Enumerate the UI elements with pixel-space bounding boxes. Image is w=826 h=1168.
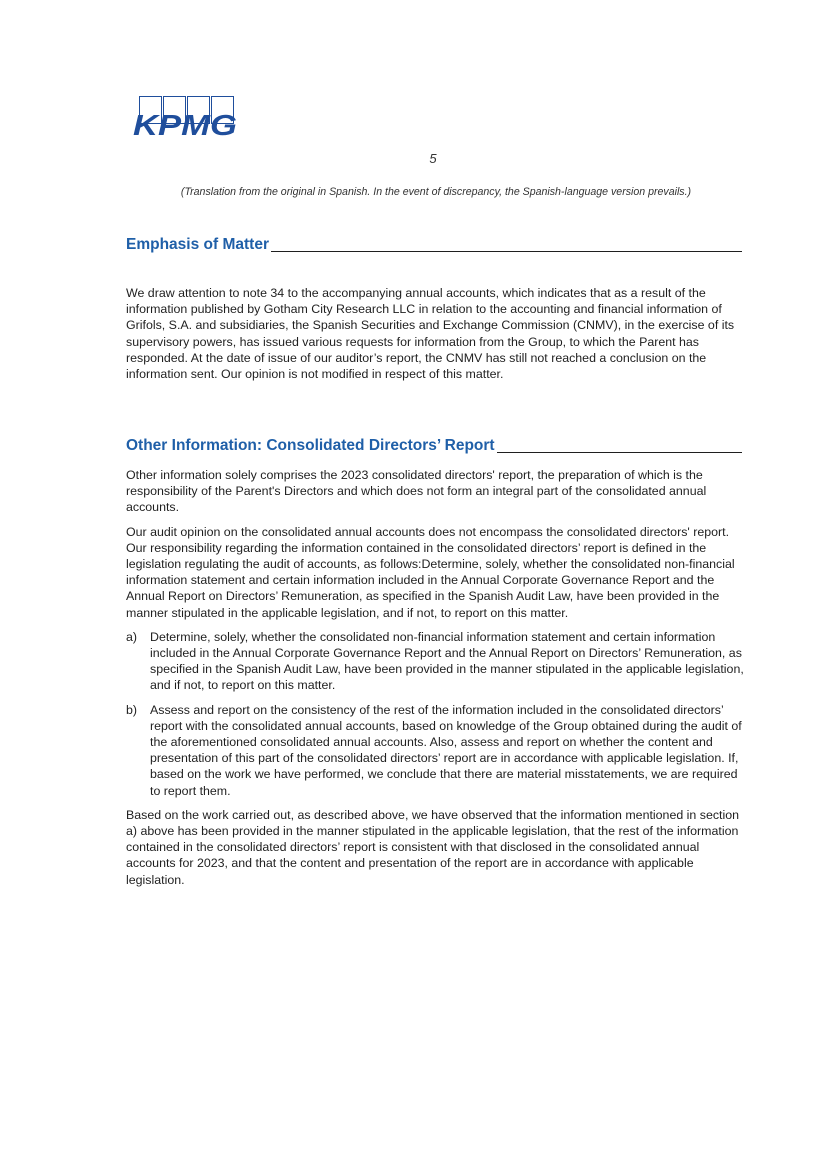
list-marker: a) — [126, 629, 138, 644]
page-number: 5 — [429, 151, 437, 166]
heading-rule — [497, 452, 742, 453]
other-information-body — [126, 467, 748, 896]
heading-rule — [271, 251, 742, 252]
emphasis-paragraph: We draw attention to note 34 to the accompanying annual accounts, which indicates that as a result of the information published by Gotham City Research LLC in relation to the accounting and financial information of Grifols, S.A. and subsidiaries, the Spanish Securities and Exchange Commission (CNMV), in the exercise of its supervisory powers, has issued various requests for information from the Group, to which the Parent has responded. At the date of issue of our auditor’s report, the CNMV has still not reached a conclusion on the information sent. Our opinion is not modified in respect of this matter. — [126, 286, 735, 382]
emphasis-of-matter-title: Emphasis of Matter — [126, 236, 269, 253]
emphasis-of-matter-body — [126, 285, 748, 390]
translation-note: (Translation from the original in Spanish. In the event of discrepancy, the Spanish-language version prevails.) — [180, 186, 692, 198]
list-marker: b) — [126, 702, 138, 717]
other-info-paragraph-2: Our audit opinion on the consolidated annual accounts does not encompass the consolidated directors' report. Our responsibility regarding the information contained in the consolidated directors’ report is defined in the legislation regulating the audit of accounts, as follows:Determine, solely, whether the consolidated non-financial information statement and certain information included in the Annual Corporate Governance Report and the Annual Report on Directors’ Remuneration, as specified in the Spanish Audit Law, have been provided in the manner stipulated in the applicable legislation, and if not, to report on this matter. — [126, 524, 735, 620]
other-information-heading — [126, 437, 742, 455]
list-item-b — [126, 702, 748, 799]
other-information-title: Other Information: Consolidated Directors’ Report — [126, 437, 495, 454]
kpmg-logo — [131, 96, 241, 144]
list-item-a — [126, 629, 748, 694]
kpmg-logo-text: KPMG — [133, 110, 237, 142]
other-info-paragraph-3: Based on the work carried out, as described above, we have observed that the information mentioned in section a) above has been provided in the manner stipulated in the applicable legislation, that the rest of the information contained in the consolidated directors’ report is consistent with that disclosed in the consolidated annual accounts for 2023, and that the content and presentation of the report are in accordance with applicable legislation. — [126, 807, 740, 887]
list-text: Assess and report on the consistency of the rest of the information included in the consolidated directors’ report with the consolidated annual accounts, based on knowledge of the Group obtained during the audit of the aforementioned consolidated annual accounts. Also, assess and report on whether the content and presentation of this part of the consolidated directors’ report are in accordance with applicable legislation. If, based on the work we have performed, we conclude that there are material misstatements, we are required to report them. — [150, 702, 742, 798]
other-info-paragraph-1: Other information solely comprises the 2023 consolidated directors' report, the preparation of which is the responsibility of the Parent's Directors and which does not form an integral part of the consolidated annual accounts. — [126, 468, 707, 515]
list-text: Determine, solely, whether the consolidated non-financial information statement and certain information included in the Annual Corporate Governance Report and the Annual Report on Directors’ Remuneration, as specified in the Spanish Audit Law, have been provided in the manner stipulated in the applicable legislation, and if not, to report on this matter. — [150, 629, 744, 693]
emphasis-of-matter-heading — [126, 236, 742, 254]
